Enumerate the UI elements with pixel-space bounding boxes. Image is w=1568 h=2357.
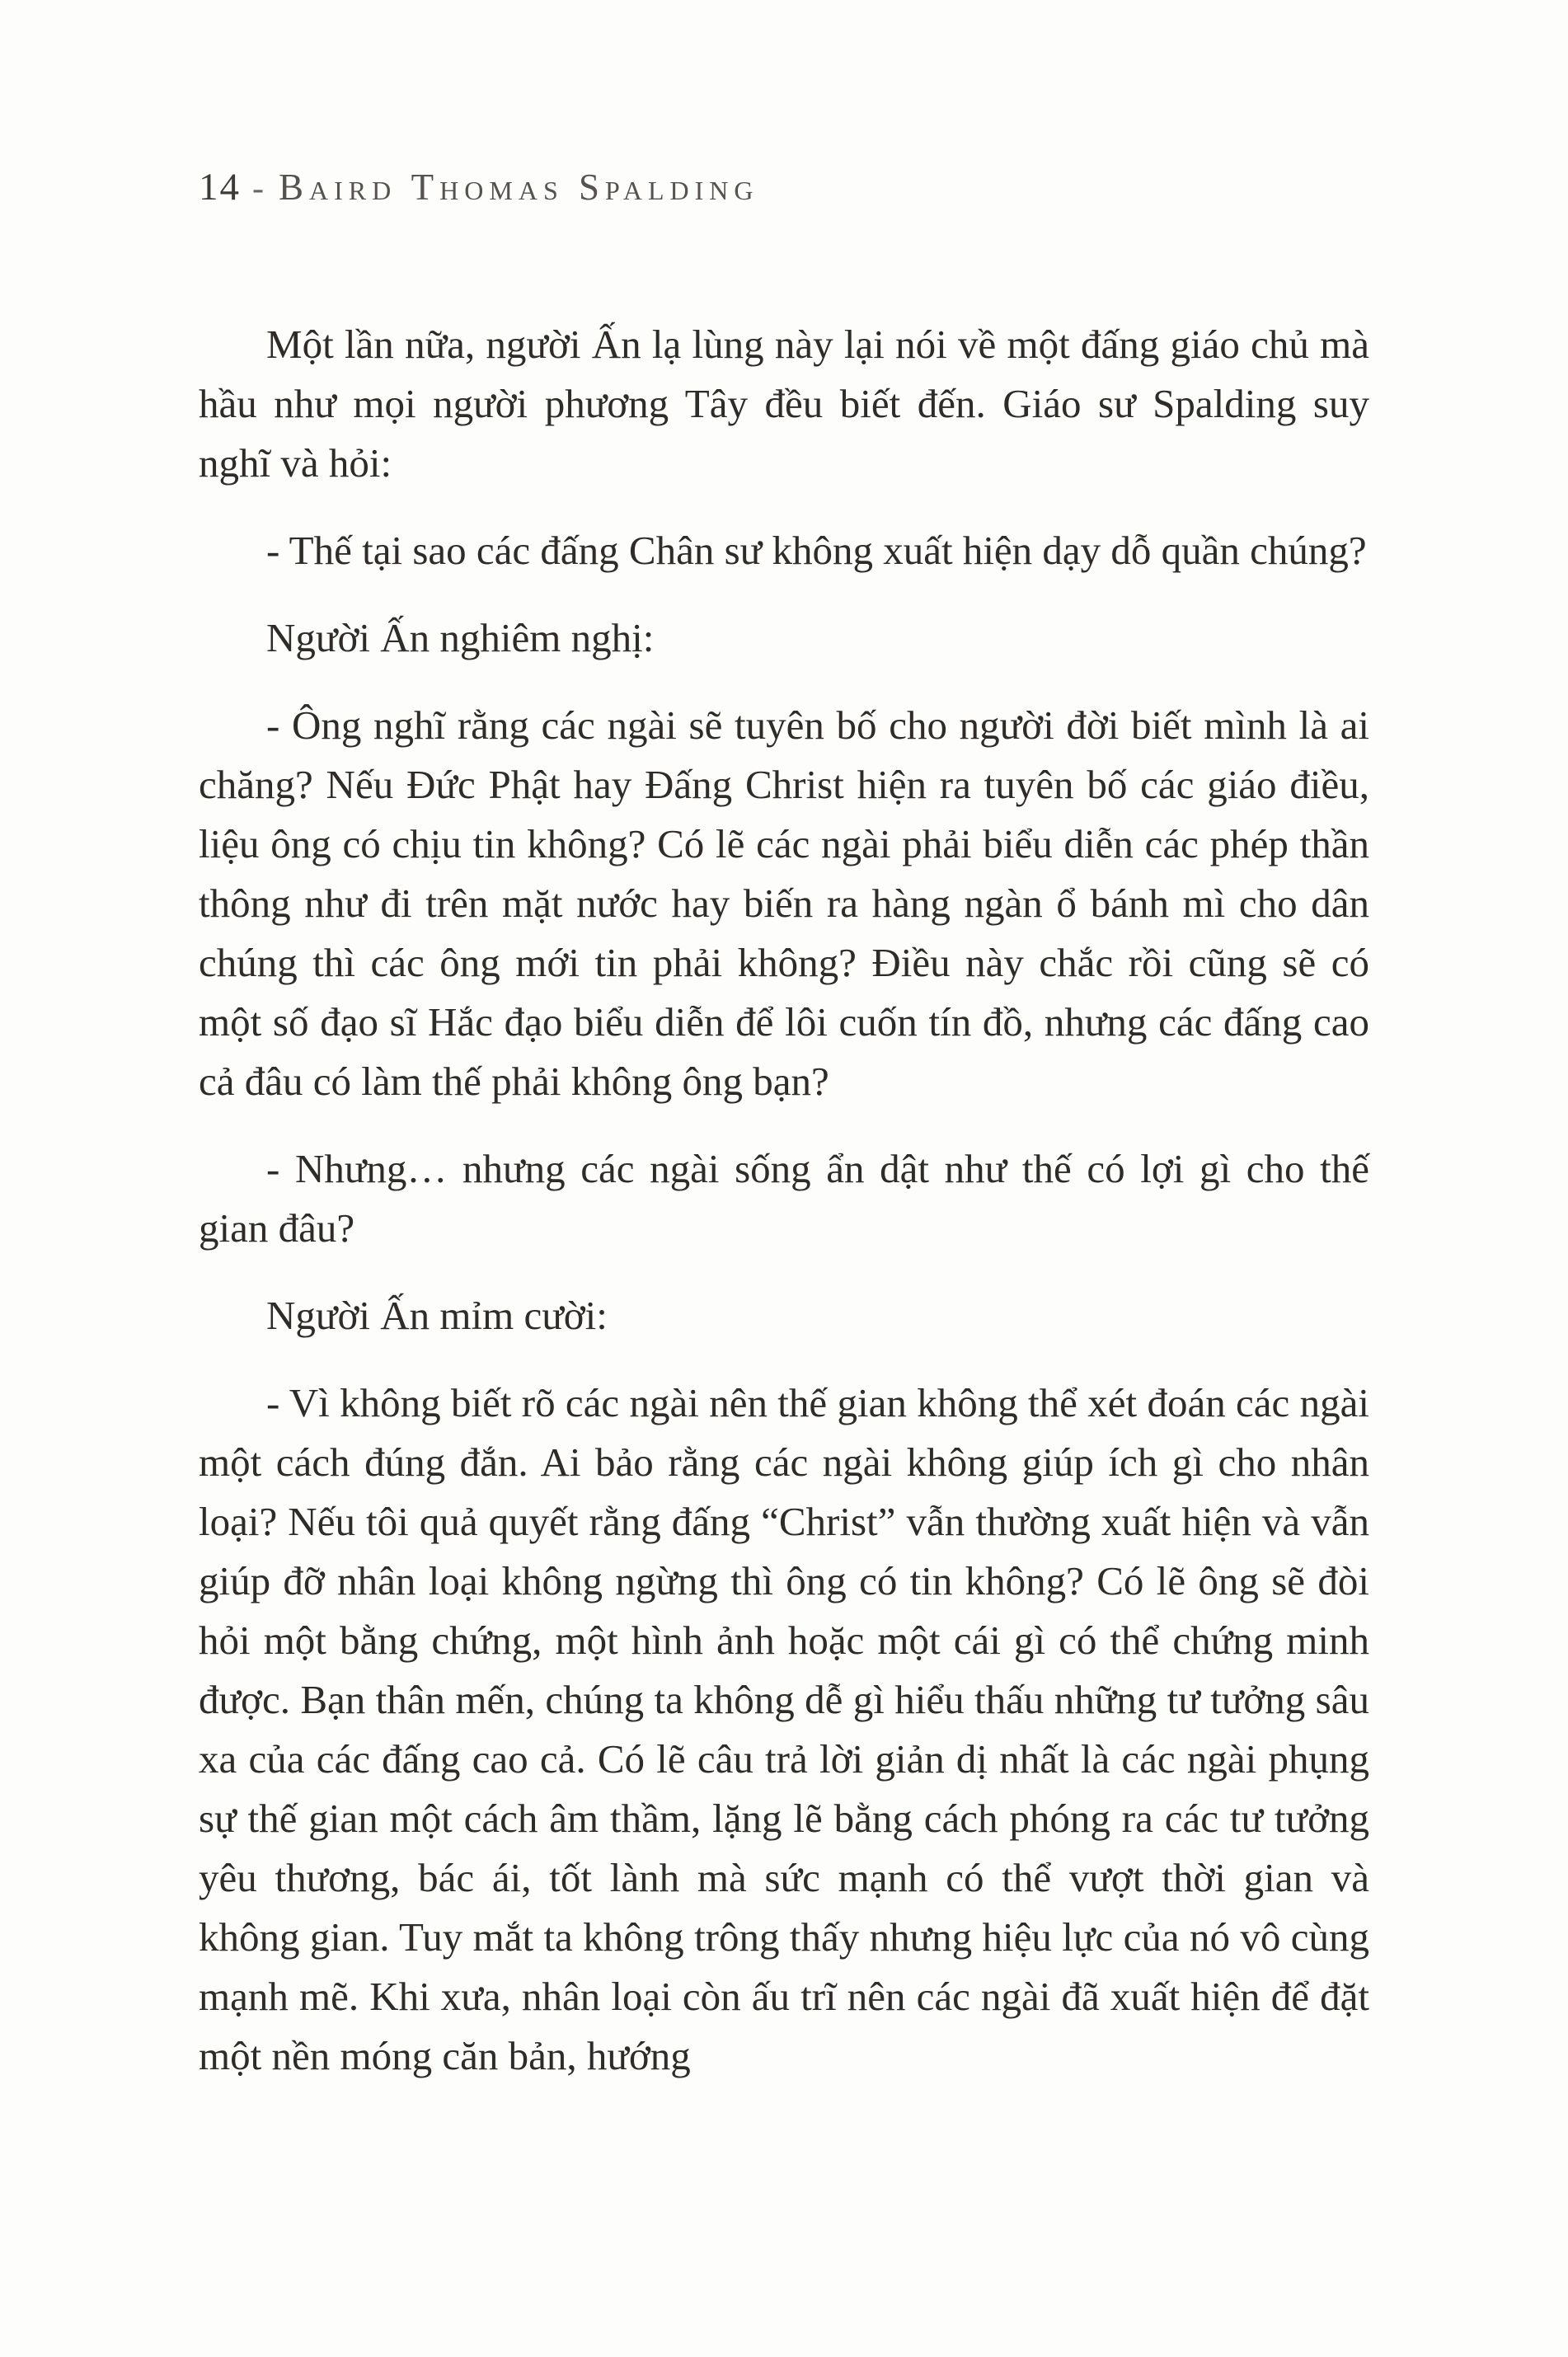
page-body	[199, 315, 1369, 2086]
running-head	[199, 165, 1369, 209]
paragraph-question-2: - Nhưng… nhưng các ngài sống ẩn dật như thế có lợi gì cho thế gian đâu?	[199, 1146, 1369, 1251]
paragraph-intro: Một lần nữa, người Ấn lạ lùng này lại nói về một đấng giáo chủ mà hầu như mọi người phương Tây đều biết đến. Giáo sư Spalding suy nghĩ và hỏi:	[199, 322, 1369, 486]
page-number: 14	[199, 166, 241, 209]
paragraph-reply-2: - Vì không biết rõ các ngài nên thế gian không thể xét đoán các ngài một cách đúng đắn. Ai bảo rằng các ngài không giúp ích gì cho nhân loại? Nếu tôi quả quyết rằng đấng “Christ” vẫn thường xuất hiện và vẫn giúp đỡ nhân loại không ngừng thì ông có tin không? Có lẽ ông sẽ đòi hỏi một bằng chứng, một hình ảnh hoặc một cái gì có thể chứng minh được. Bạn thân mến, chúng ta không dễ gì hiểu thấu những tư tưởng sâu xa của các đấng cao cả. Có lẽ câu trả lời giản dị nhất là các ngài phụng sự thế gian một cách âm thầm, lặng lẽ bằng cách phóng ra các tư tưởng yêu thương, bác ái, tốt lành mà sức mạnh có thể vượt thời gian và không gian. Tuy mắt ta không trông thấy nhưng hiệu lực của nó vô cùng mạnh mẽ. Khi xưa, nhân loại còn ấu trĩ nên các ngài đã xuất hiện để đặt một nền móng căn bản, hướng	[199, 1380, 1369, 2078]
paragraph-speaker-tag-1: Người Ấn nghiêm nghị:	[266, 615, 655, 660]
paragraph-reply-1: - Ông nghĩ rằng các ngài sẽ tuyên bố cho người đời biết mình là ai chăng? Nếu Đức Phật hay Đấng Christ hiện ra tuyên bố các giáo điều, liệu ông có chịu tin không? Có lẽ các ngài phải biểu diễn các phép thần thông như đi trên mặt nước hay biến ra hàng ngàn ổ bánh mì cho dân chúng thì các ông mới tin phải không? Điều này chắc rồi cũng sẽ có một số đạo sĩ Hắc đạo biểu diễn để lôi cuốn tín đồ, nhưng các đấng cao cả đâu có làm thế phải không ông bạn?	[199, 702, 1369, 1104]
paragraph-speaker-tag-2: Người Ấn mỉm cười:	[266, 1293, 608, 1338]
header-separator: -	[252, 170, 264, 208]
book-author-title: Baird Thomas Spalding	[279, 167, 759, 208]
paragraph-question-1: - Thế tại sao các đấng Chân sư không xuất hiện dạy dỗ quần chúng?	[266, 528, 1367, 573]
